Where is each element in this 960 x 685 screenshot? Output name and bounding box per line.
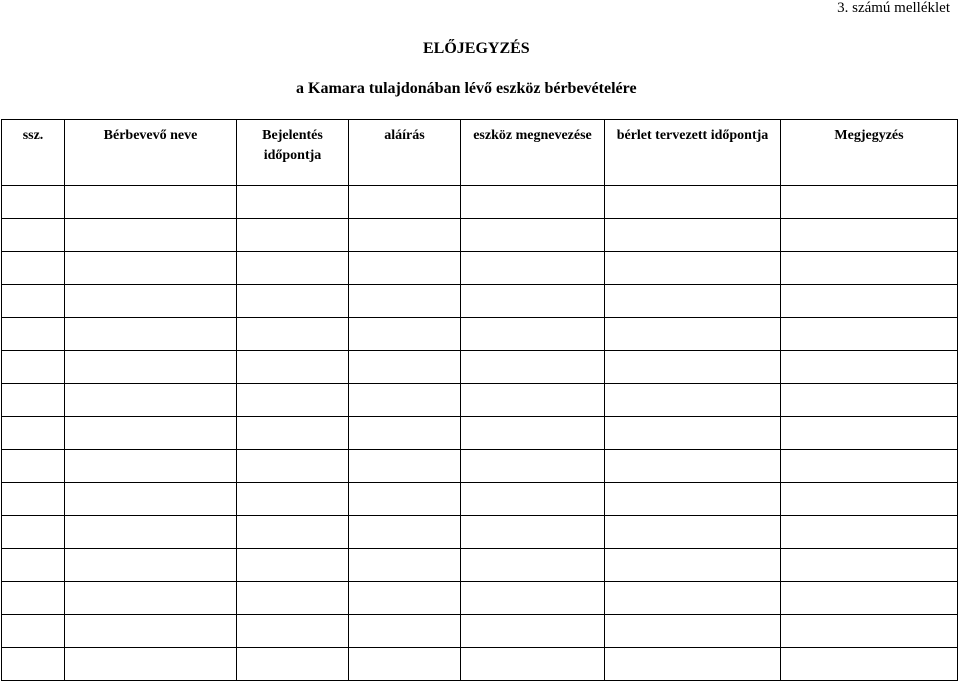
column-header: ssz.	[2, 120, 65, 186]
table-cell[interactable]	[781, 450, 958, 483]
table-cell[interactable]	[65, 318, 237, 351]
table-cell[interactable]	[605, 615, 781, 648]
table-cell[interactable]	[237, 384, 349, 417]
table-cell[interactable]	[781, 549, 958, 582]
table-cell[interactable]	[781, 516, 958, 549]
table-header-row	[2, 120, 958, 186]
table-row	[2, 450, 958, 483]
table-cell[interactable]	[781, 219, 958, 252]
table-row	[2, 549, 958, 582]
table-cell[interactable]	[781, 615, 958, 648]
table-cell[interactable]	[605, 582, 781, 615]
table-cell[interactable]	[605, 384, 781, 417]
table-cell[interactable]	[2, 219, 65, 252]
table-cell[interactable]	[2, 351, 65, 384]
table-cell[interactable]	[65, 648, 237, 681]
table-cell[interactable]	[605, 483, 781, 516]
table-cell[interactable]	[461, 450, 605, 483]
table-cell[interactable]	[781, 582, 958, 615]
table-cell[interactable]	[781, 186, 958, 219]
table-cell[interactable]	[461, 582, 605, 615]
table-cell[interactable]	[349, 252, 461, 285]
table-cell[interactable]	[2, 483, 65, 516]
column-header: eszköz megnevezése	[461, 120, 605, 186]
table-cell[interactable]	[605, 516, 781, 549]
table-cell[interactable]	[2, 615, 65, 648]
table-cell[interactable]	[2, 384, 65, 417]
table-cell[interactable]	[461, 186, 605, 219]
column-header: Megjegyzés	[781, 120, 958, 186]
table-cell[interactable]	[237, 351, 349, 384]
table-cell[interactable]	[2, 285, 65, 318]
table-cell[interactable]	[2, 549, 65, 582]
table-cell[interactable]	[461, 351, 605, 384]
document-subtitle: a Kamara tulajdonában lévő eszköz bérbevételére	[296, 80, 637, 97]
column-header: Bejelentés időpontja	[237, 120, 349, 186]
table-cell[interactable]	[461, 549, 605, 582]
table-cell[interactable]	[605, 549, 781, 582]
table-cell[interactable]	[461, 516, 605, 549]
document-title: ELŐJEGYZÉS	[423, 40, 530, 57]
table-cell[interactable]	[2, 648, 65, 681]
table-cell[interactable]	[605, 417, 781, 450]
table-cell[interactable]	[461, 285, 605, 318]
table-cell[interactable]	[781, 483, 958, 516]
table-cell[interactable]	[65, 252, 237, 285]
table-cell[interactable]	[65, 450, 237, 483]
table-cell[interactable]	[237, 615, 349, 648]
table-row	[2, 648, 958, 681]
table-cell[interactable]	[2, 516, 65, 549]
table-cell[interactable]	[461, 384, 605, 417]
table-cell[interactable]	[349, 582, 461, 615]
table-cell[interactable]	[2, 582, 65, 615]
table-row	[2, 252, 958, 285]
table-cell[interactable]	[237, 483, 349, 516]
table-cell[interactable]	[237, 318, 349, 351]
table-cell[interactable]	[65, 483, 237, 516]
table-cell[interactable]	[781, 351, 958, 384]
table-cell[interactable]	[65, 285, 237, 318]
table-row	[2, 615, 958, 648]
table-cell[interactable]	[781, 318, 958, 351]
table-cell[interactable]	[781, 252, 958, 285]
table-cell[interactable]	[65, 417, 237, 450]
registration-table	[1, 119, 958, 681]
table-row	[2, 351, 958, 384]
table-cell[interactable]	[605, 648, 781, 681]
table-row	[2, 285, 958, 318]
table-cell[interactable]	[349, 615, 461, 648]
table-cell[interactable]	[461, 219, 605, 252]
table-cell[interactable]	[461, 648, 605, 681]
table-cell[interactable]	[349, 351, 461, 384]
table-cell[interactable]	[237, 285, 349, 318]
table-cell[interactable]	[237, 219, 349, 252]
table-row	[2, 516, 958, 549]
table-row	[2, 483, 958, 516]
table-cell[interactable]	[349, 516, 461, 549]
table-cell[interactable]	[65, 615, 237, 648]
table-cell[interactable]	[237, 417, 349, 450]
table-cell[interactable]	[605, 351, 781, 384]
table-cell[interactable]	[237, 450, 349, 483]
table-cell[interactable]	[2, 318, 65, 351]
table-cell[interactable]	[349, 450, 461, 483]
table-cell[interactable]	[349, 318, 461, 351]
column-header: aláírás	[349, 120, 461, 186]
table-cell[interactable]	[2, 252, 65, 285]
table-cell[interactable]	[605, 186, 781, 219]
table-cell[interactable]	[461, 252, 605, 285]
table-row	[2, 582, 958, 615]
table-cell[interactable]	[605, 285, 781, 318]
table-cell[interactable]	[349, 186, 461, 219]
table-cell[interactable]	[349, 417, 461, 450]
table-cell[interactable]	[65, 351, 237, 384]
table-cell[interactable]	[349, 549, 461, 582]
table-cell[interactable]	[2, 417, 65, 450]
table-cell[interactable]	[2, 186, 65, 219]
table-cell[interactable]	[461, 417, 605, 450]
table-row	[2, 318, 958, 351]
column-header: bérlet tervezett időpontja	[605, 120, 781, 186]
table-cell[interactable]	[237, 252, 349, 285]
annex-label: 3. számú melléklet	[837, 0, 950, 16]
table-cell[interactable]	[781, 417, 958, 450]
table-cell[interactable]	[349, 219, 461, 252]
table-cell[interactable]	[237, 582, 349, 615]
table-cell[interactable]	[65, 516, 237, 549]
column-header: Bérbevevő neve	[65, 120, 237, 186]
table-cell[interactable]	[349, 483, 461, 516]
table-cell[interactable]	[237, 186, 349, 219]
table-cell[interactable]	[65, 219, 237, 252]
table-cell[interactable]	[237, 648, 349, 681]
table-cell[interactable]	[461, 483, 605, 516]
table-cell[interactable]	[65, 549, 237, 582]
table-cell[interactable]	[65, 582, 237, 615]
table-body	[2, 186, 958, 681]
table-cell[interactable]	[349, 384, 461, 417]
table-cell[interactable]	[605, 450, 781, 483]
table-cell[interactable]	[605, 252, 781, 285]
table-cell[interactable]	[65, 384, 237, 417]
table-cell[interactable]	[461, 318, 605, 351]
table-cell[interactable]	[237, 549, 349, 582]
table-cell[interactable]	[349, 648, 461, 681]
table-row	[2, 186, 958, 219]
table-cell[interactable]	[605, 318, 781, 351]
table-cell[interactable]	[781, 648, 958, 681]
table-row	[2, 384, 958, 417]
table-row	[2, 417, 958, 450]
table-cell[interactable]	[65, 186, 237, 219]
table-cell[interactable]	[605, 219, 781, 252]
table-cell[interactable]	[461, 615, 605, 648]
table-cell[interactable]	[237, 516, 349, 549]
table-cell[interactable]	[781, 285, 958, 318]
table-row	[2, 219, 958, 252]
table-cell[interactable]	[781, 384, 958, 417]
table-cell[interactable]	[349, 285, 461, 318]
table-cell[interactable]	[2, 450, 65, 483]
